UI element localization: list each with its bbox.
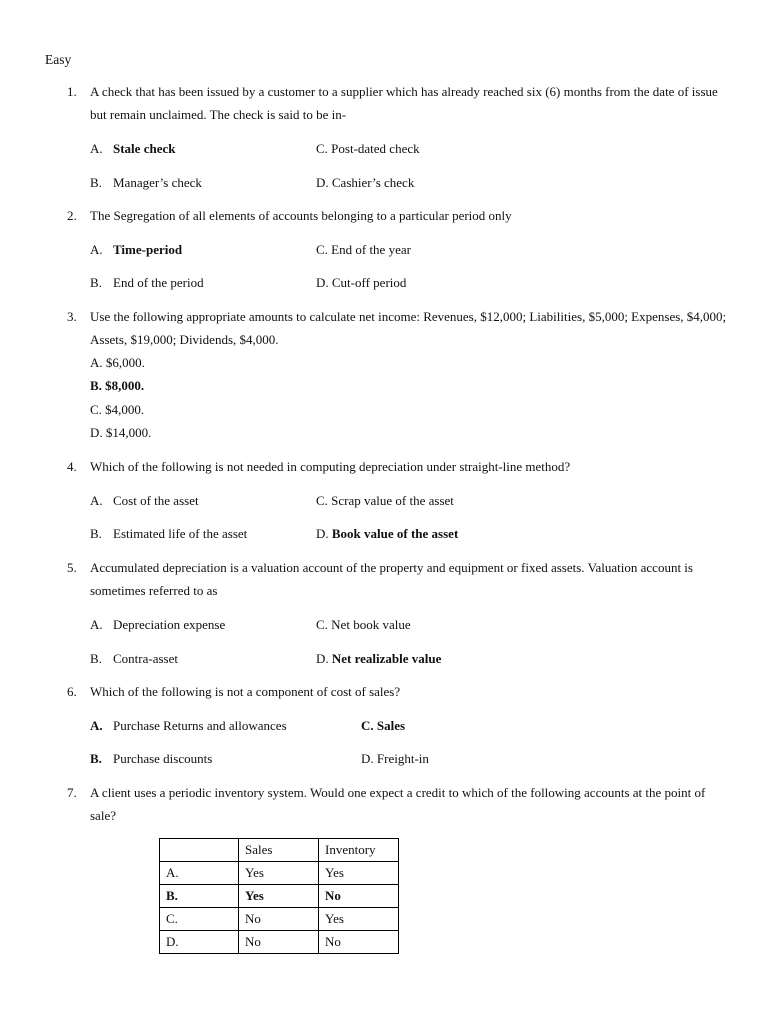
table-cell: No <box>239 931 319 954</box>
question-text: Which of the following is not needed in computing depreciation under straight-line method? <box>90 459 571 474</box>
table-cell: C. <box>160 908 239 931</box>
option-d: D. Net realizable value <box>316 651 442 666</box>
table-cell: B. <box>160 885 239 908</box>
option-b: B. Manager’s check <box>90 175 202 190</box>
question-number: 5. <box>67 560 77 575</box>
table-cell: Inventory <box>319 839 399 862</box>
question-text: The Segregation of all elements of accounts belonging to a particular period only <box>90 208 512 223</box>
option-d: D. Cashier’s check <box>316 175 415 190</box>
table-cell: No <box>319 931 399 954</box>
option-b: B. Contra-asset <box>90 651 178 666</box>
option-c: C. Post-dated check <box>316 141 420 156</box>
table-cell: A. <box>160 862 239 885</box>
table-cell: Yes <box>239 862 319 885</box>
table-row <box>160 862 399 885</box>
question-text: Use the following appropriate amounts to calculate net income: Revenues, $12,000; Liabilities, $5,000; Expenses, $4,000; Assets, $19,000; Dividends, $4,000. <box>90 309 727 347</box>
table-cell: Yes <box>319 862 399 885</box>
question-number: 1. <box>67 84 77 99</box>
option-d: D. Book value of the asset <box>316 526 459 541</box>
question-text: Accumulated depreciation is a valuation account of the property and equipment or fixed assets. Valuation account is sometimes referred to as <box>90 560 693 598</box>
question-text: A client uses a periodic inventory system. Would one expect a credit to which of the following accounts at the point of sale? <box>90 785 706 823</box>
question-number: 6. <box>67 684 77 699</box>
option-b: B. Purchase discounts <box>90 751 213 766</box>
table-header-row <box>160 839 399 862</box>
option-b: B. $8,000. <box>90 378 145 393</box>
table-cell: Yes <box>239 885 319 908</box>
question-number: 7. <box>67 785 77 800</box>
option-d: D. Freight-in <box>361 751 429 766</box>
option-a: A. Cost of the asset <box>90 493 199 508</box>
option-a: A. Time-period <box>90 242 183 257</box>
option-c: C. $4,000. <box>90 402 145 417</box>
question-number: 3. <box>67 309 77 324</box>
table-row <box>160 908 399 931</box>
question-number: 2. <box>67 208 77 223</box>
option-b: B. Estimated life of the asset <box>90 526 248 541</box>
table-cell: Yes <box>319 908 399 931</box>
question-text: Which of the following is not a component of cost of sales? <box>90 684 401 699</box>
option-c: C. Net book value <box>316 617 411 632</box>
option-c: C. Sales <box>361 718 406 733</box>
table-cell: D. <box>160 931 239 954</box>
question-text: A check that has been issued by a customer to a supplier which has already reached six (6) months from the date of issue but remain unclaimed. The check is said to be in- <box>90 84 718 122</box>
table-row <box>160 885 399 908</box>
option-a: A. Depreciation expense <box>90 617 226 632</box>
option-a: A. Stale check <box>90 141 176 156</box>
difficulty-heading: Easy <box>45 52 72 67</box>
option-d: D. Cut-off period <box>316 275 407 290</box>
question-number: 4. <box>67 459 77 474</box>
table-cell: No <box>319 885 399 908</box>
answer-table <box>159 838 399 954</box>
table-cell: No <box>239 908 319 931</box>
table-cell: Sales <box>239 839 319 862</box>
option-a: A. $6,000. <box>90 355 145 370</box>
table-row <box>160 931 399 954</box>
table-cell <box>160 839 239 862</box>
option-c: C. End of the year <box>316 242 411 257</box>
option-c: C. Scrap value of the asset <box>316 493 454 508</box>
option-b: B. End of the period <box>90 275 204 290</box>
option-a: A. Purchase Returns and allowances <box>90 718 287 733</box>
option-d: D. $14,000. <box>90 425 152 440</box>
